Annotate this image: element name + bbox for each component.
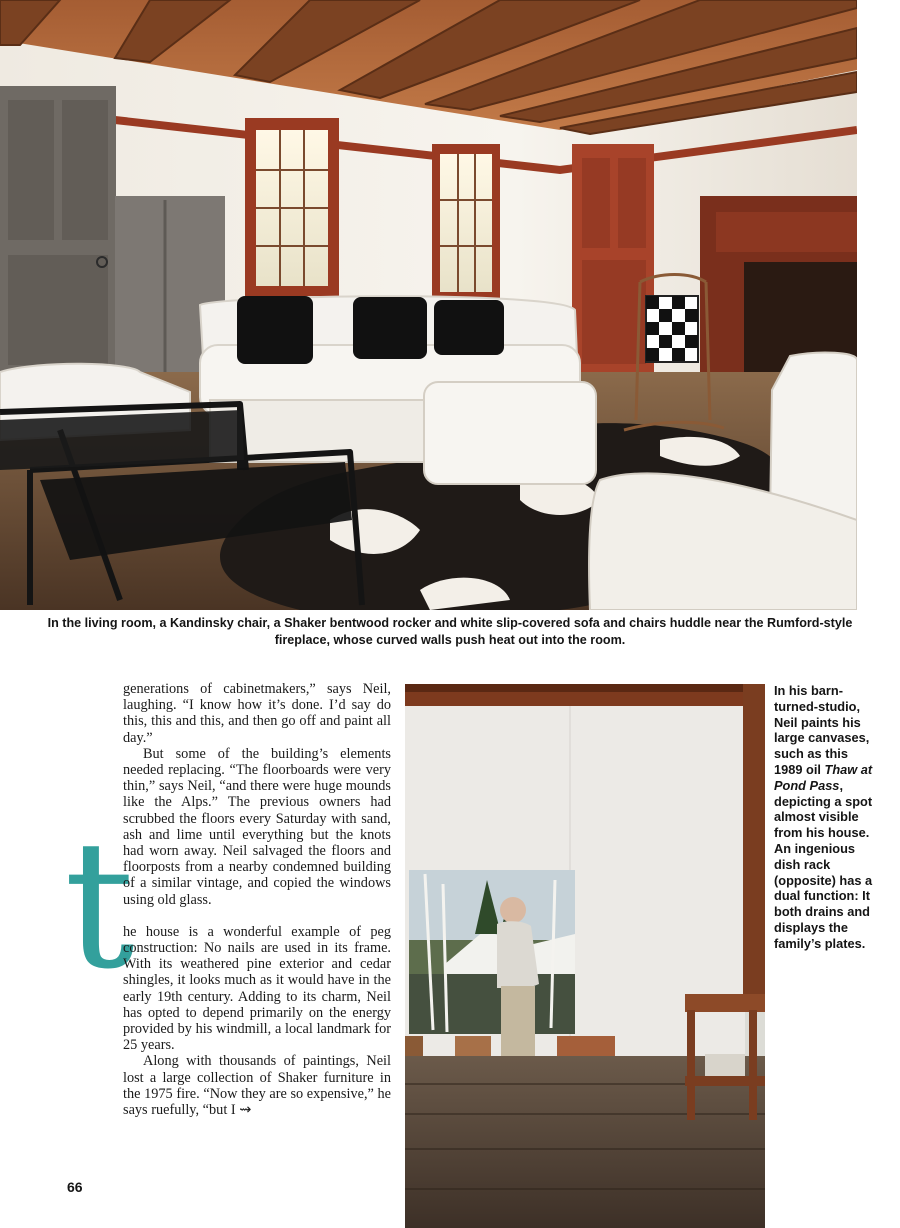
living-room-photo bbox=[0, 0, 857, 610]
studio-photo bbox=[405, 684, 765, 1228]
article-paragraph: generations of cabinetmakers,” says Neil, laughing. “I know how it’s done. I’d say do this, this and this, and then go off and paint all day.” bbox=[123, 681, 391, 746]
article-paragraph: Along with thousands of paintings, Neil lost a large collection of Shaker furniture in the 1975 fire. “Now they are so expensive,” he says ruefully, “but I ⇝ bbox=[123, 1053, 391, 1119]
sidebar-text: In his barn-turned-studio, Neil paints his large canvases, such as this 1989 oil bbox=[774, 683, 870, 777]
article-paragraph: But some of the building’s elements needed replacing. “The floorboards were very thin,” says Neil, “and there were huge mounds like the Alps.” The previous owners had scrubbed the floors every Saturday with sand, ash and lime until everything but the knots had worn away. Neil salvaged the floors and floorposts from a nearby condemned building of a similar vintage, and copied the windows using old glass. bbox=[123, 745, 391, 908]
sidebar-text: , depicting a spot almost visible from his house. An ingenious dish rack (opposite) has a dual function: It both drains and displays the family’s plates. bbox=[774, 777, 873, 951]
page-number: 66 bbox=[67, 1179, 83, 1195]
studio-sidebar-caption bbox=[774, 683, 874, 952]
photo-caption: In the living room, a Kandinsky chair, a Shaker bentwood rocker and white slip-covered sofa and chairs huddle near the Rumford-style fireplace, whose curved walls push heat out into the room. bbox=[47, 616, 853, 647]
article-body bbox=[123, 681, 391, 1118]
drop-cap: t bbox=[64, 803, 135, 1008]
painting-title: Thaw at Pond Pass bbox=[774, 761, 873, 793]
article-paragraph: he house is a wonderful example of peg construction: No nails are used in its frame. With its weathered pine exterior and cedar shingles, it looks much as it would have in the early 19th century. Adding to its charm, Neil has opted to depend primarily on the energy provided by his windmill, a local landmark for 25 years. bbox=[123, 923, 391, 1054]
